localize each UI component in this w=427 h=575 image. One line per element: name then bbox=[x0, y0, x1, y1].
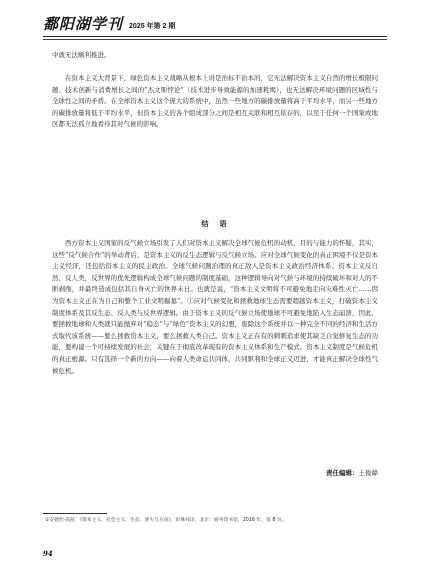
section-title: 结 语 bbox=[201, 220, 229, 228]
body-paragraph-1-block bbox=[52, 73, 378, 131]
footnote-rule bbox=[43, 513, 107, 514]
editor-credit bbox=[326, 468, 378, 477]
journal-header bbox=[43, 16, 387, 32]
body-paragraph-2: 西方资本主义国家的反气候立场引发了人们对资本主义解决全球气候危机的动机、目的与能力的怀疑，其实，这些“反气候合作”的举动背后，是资本主义的反生态逻辑与反气候立场。应对全球气候变化的真正困境不仅是资本主义经济，还包括资本主义的民主政治。全球气候问题治理的真正敌人是资本主义政治经济体系。资本主义反自然、反人类，反世界的优先逻辑构成全球气候问题的制度基础，这种逻辑导向对气候与环境的持续破坏和对人的不断剥削，并最终造成包括其自身灭亡的世界末日。也就是说，“资本主义文明将不可避免地走向灾难性灭亡……因为资本主义正在为自己和整个工业文明掘墓”。①应对气候变化和拯救地球生态需要超越资本主义，打破资本主义制度体系及其反生态、反人类与反世界逻辑。由于资本主义的反气候立场使地球不可避免地陷入生态崩溃，因此，要拯救地球和人类就只能抛弃对“稳态”与“绿色”资本主义的幻想，废除这个系统并以一种完全不同的经济和生活方式取代该系统——要么拯救资本主义，要么拯救人类自己。资本主义正在有的刺刺追求使其缺乏自觉修复生态的功能，要构建一个可持续发展的社会，关键在于彻底改革现有的资本主义体系和生产模式。资本主义制度是气候危机的真正根源。只有选择一个新的方向——向着人类命运共同体，共同驱利和全球正义迈进，才能真正解决全球性气候危机。 bbox=[52, 239, 378, 375]
intro-line: 中就无法顺利推进。 bbox=[52, 51, 111, 59]
page-number: 94 bbox=[43, 549, 53, 558]
body-paragraph-1: 在资本主义大背景下，绿色资本主义战略从根本上讲是治标不治本的，它无法解决资本主义自然的增长极限问题、技术创新与消费增长之间的“杰文斯悖论”（技术进步导致能源的加速耗竭），也无法解决环境问题的区域性与全球性之间的矛盾。在全球资本主义这个庞大的系统中，虽然一些地方的碳排放量将高于平均水平，而另一些地方的碳排放量将低于平均水平，但资本主义的各个组成部分之间是相互关联和相互依存的，以至于任何一个国家或地区都无法孤立地看待其对气候的影响。 bbox=[52, 74, 378, 129]
journal-name: 鄱阳湖学刊 bbox=[43, 15, 124, 33]
header-rule-thin bbox=[43, 39, 387, 40]
editor-name: 王俊暐 bbox=[358, 469, 378, 477]
issue-label: 2025 年第 2 期 bbox=[129, 23, 176, 30]
intro-line-block bbox=[52, 50, 378, 62]
body-paragraph-2-block bbox=[52, 238, 378, 377]
header-rule-thick bbox=[43, 36, 387, 37]
editor-label: 责任编辑： bbox=[326, 469, 359, 477]
footnote: ①安德烈·高兹：《资本主义、社会主义、生态：迷失与方向》，彭姝祎译，北京：商务印书馆，2018 年，第 8 页。 bbox=[45, 518, 287, 523]
